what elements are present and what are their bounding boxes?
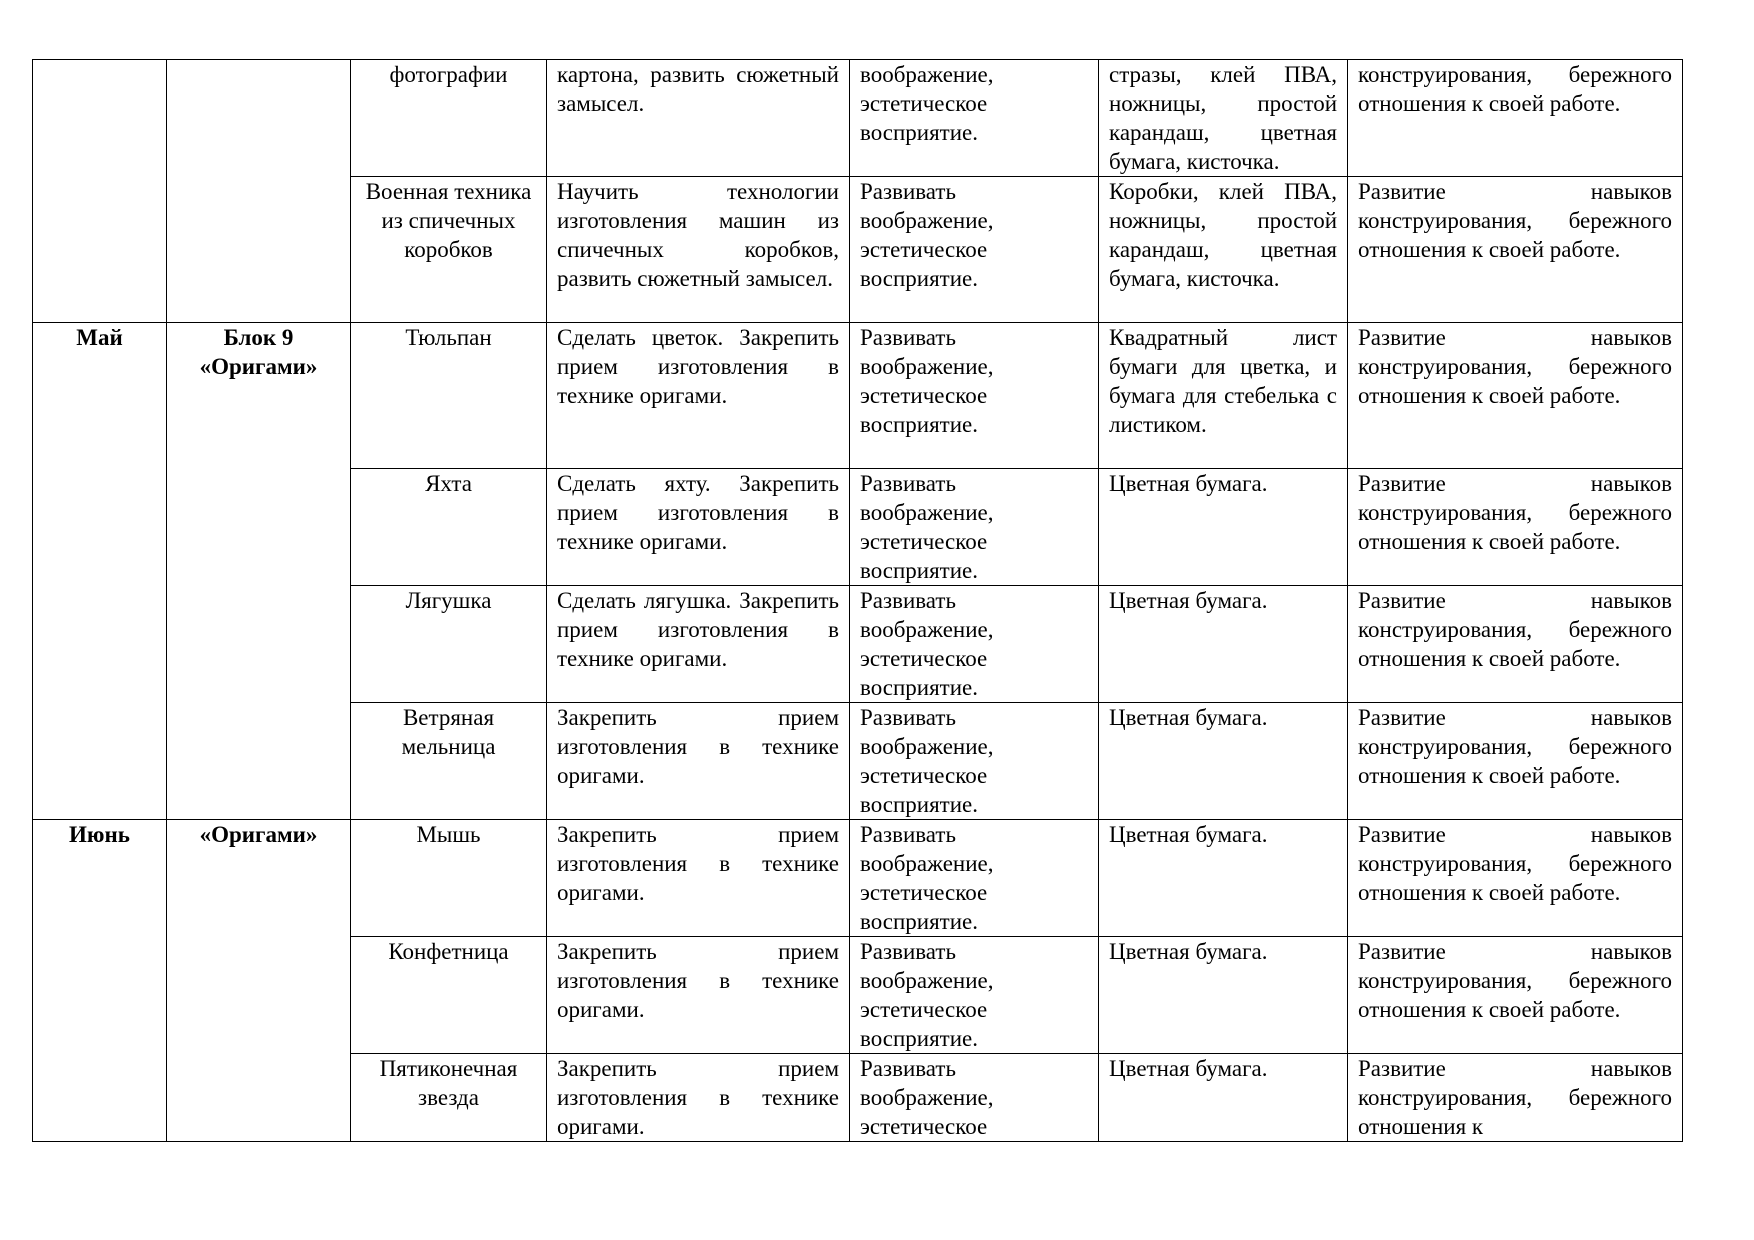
topic-cell: Конфетница <box>351 937 547 1054</box>
skills-cell: Развитие навыков конструирования, бережного отношения к своей работе. <box>1348 937 1683 1054</box>
develop-cell: Развивать воображение, эстетическое восприятие. <box>850 937 1099 1054</box>
skills-cell: Развитие навыков конструирования, бережного отношения к своей работе. <box>1348 177 1683 323</box>
develop-cell: Развивать воображение, эстетическое восприятие. <box>850 469 1099 586</box>
materials-cell: Квадратный лист бумаги для цветка, и бумага для стебелька с листиком. <box>1099 323 1348 469</box>
topic-cell: фотографии <box>351 60 547 177</box>
goal-cell: картона, развить сюжетный замысел. <box>547 60 850 177</box>
develop-cell: Развивать воображение, эстетическое восприятие. <box>850 820 1099 937</box>
develop-cell: Развивать воображение, эстетическое <box>850 1054 1099 1142</box>
goal-cell: Закрепить прием изготовления в технике оригами. <box>547 820 850 937</box>
lesson-plan-table <box>32 59 1683 1142</box>
goal-cell: Закрепить прием изготовления в технике оригами. <box>547 1054 850 1142</box>
materials-cell: Цветная бумага. <box>1099 586 1348 703</box>
goal-cell: Научить технологии изготовления машин из спичечных коробков, развить сюжетный замысел. <box>547 177 850 323</box>
month-cell: Июнь <box>33 820 167 1142</box>
topic-cell: Яхта <box>351 469 547 586</box>
topic-cell: Мышь <box>351 820 547 937</box>
develop-cell: Развивать воображение, эстетическое восприятие. <box>850 586 1099 703</box>
skills-cell: Развитие навыков конструирования, бережного отношения к своей работе. <box>1348 586 1683 703</box>
materials-cell: Цветная бумага. <box>1099 703 1348 820</box>
block-cell <box>167 60 351 323</box>
month-cell: Май <box>33 323 167 820</box>
develop-cell: Развивать воображение, эстетическое восприятие. <box>850 703 1099 820</box>
skills-cell: конструирования, бережного отношения к своей работе. <box>1348 60 1683 177</box>
month-cell <box>33 60 167 323</box>
skills-cell: Развитие навыков конструирования, бережного отношения к своей работе. <box>1348 469 1683 586</box>
block-cell: Блок 9 «Оригами» <box>167 323 351 820</box>
materials-cell: Цветная бумага. <box>1099 820 1348 937</box>
goal-cell: Закрепить прием изготовления в технике оригами. <box>547 937 850 1054</box>
topic-cell: Лягушка <box>351 586 547 703</box>
materials-cell: Цветная бумага. <box>1099 469 1348 586</box>
skills-cell: Развитие навыков конструирования, бережного отношения к своей работе. <box>1348 323 1683 469</box>
topic-cell: Ветряная мельница <box>351 703 547 820</box>
goal-cell: Сделать лягушка. Закрепить прием изготовления в технике оригами. <box>547 586 850 703</box>
develop-cell: Развивать воображение, эстетическое восприятие. <box>850 177 1099 323</box>
develop-cell: Развивать воображение, эстетическое восприятие. <box>850 323 1099 469</box>
materials-cell: Цветная бумага. <box>1099 937 1348 1054</box>
materials-cell: Цветная бумага. <box>1099 1054 1348 1142</box>
table-row <box>33 60 1683 177</box>
goal-cell: Сделать яхту. Закрепить прием изготовления в технике оригами. <box>547 469 850 586</box>
materials-cell: Коробки, клей ПВА, ножницы, простой карандаш, цветная бумага, кисточка. <box>1099 177 1348 323</box>
goal-cell: Закрепить прием изготовления в технике оригами. <box>547 703 850 820</box>
skills-cell: Развитие навыков конструирования, бережного отношения к своей работе. <box>1348 703 1683 820</box>
develop-cell: воображение, эстетическое восприятие. <box>850 60 1099 177</box>
skills-cell: Развитие навыков конструирования, бережного отношения к <box>1348 1054 1683 1142</box>
table-row <box>33 323 1683 469</box>
table-row <box>33 820 1683 937</box>
topic-cell: Тюльпан <box>351 323 547 469</box>
topic-cell: Военная техника из спичечных коробков <box>351 177 547 323</box>
materials-cell: стразы, клей ПВА, ножницы, простой карандаш, цветная бумага, кисточка. <box>1099 60 1348 177</box>
goal-cell: Сделать цветок. Закрепить прием изготовления в технике оригами. <box>547 323 850 469</box>
skills-cell: Развитие навыков конструирования, бережного отношения к своей работе. <box>1348 820 1683 937</box>
block-cell: «Оригами» <box>167 820 351 1142</box>
topic-cell: Пятиконечная звезда <box>351 1054 547 1142</box>
